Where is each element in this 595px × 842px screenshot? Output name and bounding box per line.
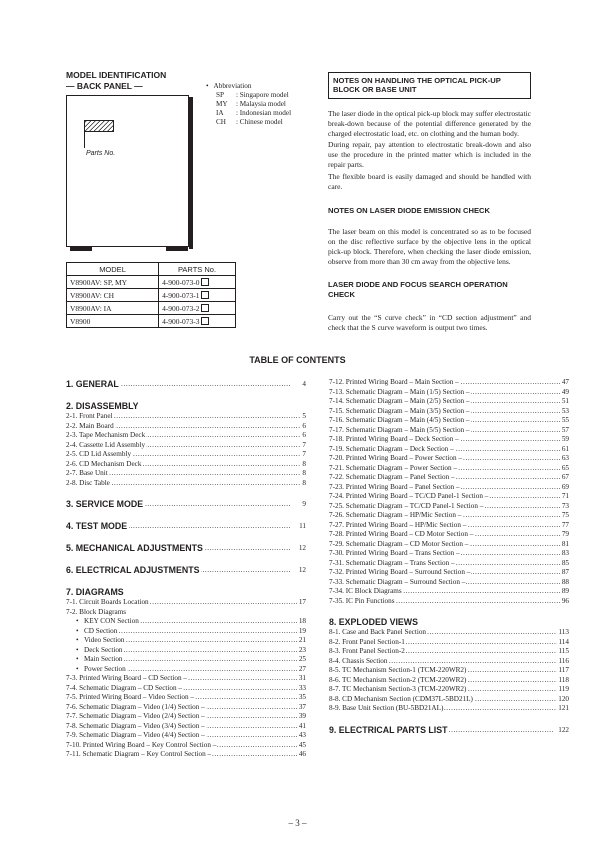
toc-entry-text: 8-5. TC Mechanism Section-1 (TCM-220WR2) — [329, 666, 467, 674]
toc-entry-text: 7-1. Circuit Boards Location — [66, 598, 149, 606]
toc-entry — [66, 617, 306, 627]
toc-entry — [329, 530, 569, 540]
back-panel-illustration — [66, 95, 189, 247]
toc-heading-text: 9. ELECTRICAL PARTS LIST — [329, 724, 448, 735]
table-row — [67, 289, 236, 302]
toc-entry — [329, 473, 569, 483]
toc-entry-text: • KEY CON Section — [66, 617, 140, 625]
toc-entry — [329, 638, 569, 648]
toc-entry-text: 7-34. IC Block Diagrams — [329, 587, 402, 595]
checkbox-square-icon — [201, 304, 209, 312]
abbreviation-item: SP : Singapore model — [216, 91, 289, 99]
toc-entry-text: 7-7. Schematic Diagram – Video (2/4) Section – — [66, 712, 205, 720]
toc-entry — [329, 416, 569, 426]
checkbox-square-icon — [201, 278, 209, 286]
toc-entry-text: 8-4. Chassis Section — [329, 656, 388, 665]
toc-entry-text: 7-28. Printed Wiring Board – CD Motor Section – — [329, 530, 474, 538]
toc-page-number: 8 — [302, 478, 306, 487]
toc-page-number: 120 — [558, 694, 569, 703]
abbreviation-item: CH : Chinese model — [216, 118, 283, 126]
focus-search-heading: LASER DIODE AND FOCUS SEARCH OPERATION CHECK — [328, 280, 508, 299]
toc-page-number: 41 — [298, 721, 306, 730]
toc-entry-text: 7-19. Schematic Diagram – Deck Section – — [329, 444, 454, 453]
toc-spacer — [66, 390, 306, 400]
toc-entry-text: 7-24. Printed Wiring Board – TC/CD Panel-1 Section – — [329, 492, 489, 500]
toc-entry — [329, 628, 569, 638]
toc-page-number: 87 — [561, 568, 569, 576]
table-header-row — [67, 263, 236, 276]
toc-section-heading — [66, 564, 306, 576]
toc-entry — [329, 502, 569, 512]
toc-page-number: 71 — [561, 492, 569, 500]
toc-page-number: 73 — [561, 501, 569, 510]
optical-pickup-notes-heading: NOTES ON HANDLING THE OPTICAL PICK-UP BLOCK OR BASE UNIT — [328, 72, 531, 99]
checkbox-square-icon — [201, 291, 209, 299]
toc-entry — [66, 636, 306, 646]
toc-page-number: 59 — [561, 435, 569, 443]
laser-emission-heading: NOTES ON LASER DIODE EMISSION CHECK — [328, 206, 491, 215]
toc-entry — [329, 578, 569, 588]
model-cell: V8900 — [67, 315, 159, 328]
toc-heading-text: 6. ELECTRICAL ADJUSTMENTS — [66, 565, 200, 575]
toc-page-number: 6 — [302, 431, 306, 439]
toc-entry-text: • Deck Section — [66, 646, 124, 654]
toc-heading-text: 4. TEST MODE — [66, 521, 128, 531]
toc-entry — [329, 521, 569, 531]
toc-page-number: 51 — [561, 397, 569, 405]
toc-page-number: 45 — [298, 740, 306, 749]
toc-spacer — [66, 510, 306, 520]
toc-entry-text: 2-1. Front Panel — [66, 412, 113, 420]
toc-page-number: 17 — [298, 598, 306, 606]
model-cell: V8900AV: CH — [67, 289, 159, 302]
abbreviation-list — [206, 82, 291, 127]
toc-page-number: 115 — [558, 647, 569, 655]
toc-entry — [66, 731, 306, 741]
toc-page-number: 89 — [561, 587, 569, 595]
toc-page-number: 79 — [561, 530, 569, 538]
toc-entry-text: • Main Section — [66, 655, 124, 663]
toc-heading-text: 3. SERVICE MODE — [66, 499, 144, 509]
toc-entry-text: 7-29. Schematic Diagram – CD Motor Section – — [329, 539, 469, 548]
toc-page-number: 117 — [558, 666, 569, 674]
notes-paragraph: Carry out the “S curve check” in “CD section adjustment” and check that the S curve waveform is output two times. — [328, 313, 531, 333]
toc-section-heading — [66, 542, 306, 554]
toc-entry — [66, 450, 306, 460]
toc-entry — [329, 435, 569, 445]
toc-entry — [66, 655, 306, 665]
toc-entry — [329, 597, 569, 607]
toc-page-number: 96 — [561, 596, 569, 605]
toc-entry — [66, 703, 306, 713]
toc-spacer — [66, 488, 306, 498]
back-panel-shadow — [189, 97, 193, 249]
toc-entry-text: 2-5. CD Lid Assembly — [66, 450, 132, 458]
model-identification-title-line1: MODEL IDENTIFICATION — [66, 70, 167, 80]
toc-entry — [66, 646, 306, 656]
toc-page-number: 11 — [299, 522, 306, 530]
toc-section-heading — [66, 378, 306, 390]
parts-label-leader-line — [84, 130, 85, 148]
toc-page-number: 57 — [561, 425, 569, 434]
toc-entry — [329, 483, 569, 493]
page-number: – 3 – — [288, 818, 307, 828]
toc-entry — [329, 568, 569, 578]
toc-entry-text: 8-1. Case and Back Panel Section — [329, 628, 427, 636]
toc-page-number: 4 — [302, 380, 306, 388]
toc-page-number: 119 — [558, 685, 569, 693]
toc-entry-text: 7-9. Schematic Diagram – Video (4/4) Section – — [66, 731, 205, 739]
toc-entry-text: 7-5. Printed Wiring Board – Video Section – — [66, 693, 194, 701]
toc-page-number: 37 — [298, 702, 306, 711]
toc-entry-text: 2-7. Base Unit — [66, 469, 108, 477]
notes-paragraph: The flexible board is easily damaged and should be handled with care. — [328, 172, 531, 192]
toc-page-number: 121 — [558, 704, 569, 712]
toc-page-number: 9 — [302, 500, 306, 508]
model-identification-title-line2: — BACK PANEL — — [66, 80, 143, 91]
toc-entry-text: 7-20. Printed Wiring Board – Power Section – — [329, 454, 462, 462]
toc-entry-text: 7-12. Printed Wiring Board – Main Section – — [329, 378, 459, 386]
toc-section-heading — [66, 498, 306, 510]
toc-entry-text: 7-33. Schematic Diagram – Surround Section – — [329, 577, 466, 586]
toc-right-column — [329, 378, 569, 736]
toc-entry-text: 7-2. Block Diagrams — [66, 608, 306, 618]
toc-entry — [66, 674, 306, 684]
toc-page-number: 65 — [561, 463, 569, 472]
toc-section-heading — [66, 400, 306, 412]
back-panel-foot-left — [70, 247, 92, 251]
toc-entry — [329, 704, 569, 714]
toc-entry-text: 7-4. Schematic Diagram – CD Section – — [66, 683, 182, 692]
toc-title: TABLE OF CONTENTS — [249, 355, 346, 365]
toc-page-number: 88 — [561, 577, 569, 586]
toc-entry — [329, 445, 569, 455]
toc-entry — [329, 657, 569, 667]
parts-label-hatch — [84, 120, 114, 132]
toc-entry — [329, 454, 569, 464]
toc-entry — [66, 460, 306, 470]
toc-heading-text: 8. EXPLODED VIEWS — [329, 617, 418, 627]
toc-page-number: 67 — [561, 473, 569, 481]
toc-page-number: 33 — [298, 683, 306, 692]
toc-entry-text: 2-2. Main Board — [66, 421, 114, 430]
toc-page-number: 7 — [302, 450, 306, 458]
toc-entry-text: 8-6. TC Mechanism Section-2 (TCM-220WR2) — [329, 675, 467, 684]
toc-entry-text: 7-31. Schematic Diagram – Trans Section – — [329, 558, 455, 567]
parts-cell: 4-900-073-0 — [159, 276, 236, 289]
toc-entry — [329, 492, 569, 502]
toc-entry — [329, 511, 569, 521]
toc-page-number: 75 — [561, 511, 569, 519]
toc-entry — [329, 464, 569, 474]
toc-entry — [329, 397, 569, 407]
toc-page-number: 8 — [302, 469, 306, 477]
model-column-header: MODEL — [67, 263, 159, 276]
checkbox-square-icon — [201, 317, 209, 325]
toc-entry-text: • Power Section — [66, 665, 127, 673]
toc-section-heading — [329, 724, 569, 736]
toc-spacer — [66, 554, 306, 564]
toc-entry — [329, 695, 569, 705]
toc-entry — [329, 666, 569, 676]
toc-section-heading — [329, 616, 569, 628]
toc-page-number: 25 — [298, 655, 306, 663]
toc-page-number: 53 — [561, 406, 569, 415]
toc-entry — [66, 693, 306, 703]
toc-entry-text: 7-18. Printed Wiring Board – Deck Section – — [329, 435, 459, 443]
toc-page-number: 69 — [561, 482, 569, 491]
parts-column-header: PARTS No. — [159, 263, 236, 276]
toc-page-number: 113 — [558, 628, 569, 636]
toc-entry-text: 2-8. Disc Table — [66, 478, 110, 487]
notes-paragraph: The laser diode in the optical pick-up block may suffer electrostatic break-down because of the potential difference generated by the charged electrostatic load, etc. on clothing and the human body. — [328, 109, 531, 139]
parts-cell: 4-900-073-2 — [159, 302, 236, 315]
toc-entry-text: 8-7. TC Mechanism Section-3 (TCM-220WR2) — [329, 685, 467, 693]
abbreviation-item: IA : Indonesian model — [216, 109, 292, 117]
back-panel-foot-right — [166, 247, 188, 251]
toc-entry-text: 7-30. Printed Wiring Board – Trans Section – — [329, 549, 460, 557]
toc-entry — [66, 741, 306, 751]
toc-entry — [66, 665, 306, 675]
toc-entry-text: 7-27. Printed Wiring Board – HP/Mic Section – — [329, 520, 467, 529]
toc-entry-text: 7-14. Schematic Diagram – Main (2/5) Section – — [329, 397, 470, 405]
toc-heading-text: 5. MECHANICAL ADJUSTMENTS — [66, 543, 203, 553]
toc-entry-text: 7-17. Schematic Diagram – Main (5/5) Section – — [329, 425, 470, 434]
toc-entry-text: 7-35. IC Pin Functions — [329, 596, 395, 605]
toc-entry-text: 7-10. Printed Wiring Board – Key Control Section – — [66, 740, 217, 749]
table-row — [67, 276, 236, 289]
toc-entry — [66, 479, 306, 489]
toc-entry-text: 7-32. Printed Wiring Board – Surround Section – — [329, 568, 471, 576]
toc-spacer — [66, 576, 306, 586]
toc-page-number: 12 — [298, 544, 306, 552]
parts-cell: 4-900-073-1 — [159, 289, 236, 302]
model-parts-table — [66, 262, 236, 328]
toc-entry — [66, 722, 306, 732]
toc-page-number: 23 — [298, 645, 306, 654]
toc-page-number: 118 — [558, 675, 569, 684]
toc-entry-text: • Video Section — [66, 636, 126, 644]
parts-cell: 4-900-073-3 — [159, 315, 236, 328]
toc-page-number: 81 — [561, 539, 569, 548]
toc-page-number: 12 — [298, 566, 306, 574]
toc-page-number: 8 — [302, 459, 306, 468]
toc-entry-text: 7-6. Schematic Diagram – Video (1/4) Section – — [66, 702, 205, 711]
toc-entry — [329, 426, 569, 436]
toc-page-number: 35 — [298, 693, 306, 701]
toc-entry-text: 2-6. CD Mechanism Deck — [66, 459, 142, 468]
notes-paragraph: The laser beam on this model is concentrated so as to be focused on the disc reflective surface by the objective lens in the optical pick-up block. Therefore, when checking the laser diode emission, observe from more than 30 cm away from the objective lens. — [328, 227, 531, 267]
model-cell: V8900AV: SP, MY — [67, 276, 159, 289]
toc-page-number: 83 — [561, 549, 569, 557]
toc-page-number: 7 — [302, 440, 306, 449]
toc-entry — [329, 540, 569, 550]
toc-page-number: 6 — [302, 421, 306, 430]
toc-page-number: 31 — [298, 674, 306, 682]
toc-entry-text: 8-9. Base Unit Section (BU-5BD21AL) — [329, 704, 444, 712]
table-row — [67, 302, 236, 315]
toc-entry — [329, 388, 569, 398]
toc-entry — [329, 378, 569, 388]
toc-entry-text: 7-25. Schematic Diagram – TC/CD Panel-1 Section – — [329, 501, 484, 510]
toc-heading-text: 1. GENERAL — [66, 379, 119, 389]
toc-page-number: 63 — [561, 454, 569, 462]
toc-page-number: 5 — [302, 412, 306, 420]
toc-entry — [66, 608, 306, 618]
toc-entry — [66, 627, 306, 637]
toc-page-number: 39 — [298, 712, 306, 720]
toc-entry-text: 7-3. Printed Wiring Board – CD Section – — [66, 674, 187, 682]
toc-page-number: 55 — [561, 416, 569, 424]
toc-entry-text: 2-4. Cassette Lid Assembly — [66, 440, 146, 449]
toc-entry-text: • CD Section — [66, 627, 118, 635]
toc-entry — [66, 412, 306, 422]
toc-page-number: 122 — [558, 725, 569, 734]
toc-entry-text: 8-8. CD Mechanism Section (CDM37L-5BD21L) — [329, 694, 473, 703]
toc-entry — [66, 684, 306, 694]
toc-entry — [329, 549, 569, 559]
toc-page-number: 18 — [298, 617, 306, 625]
abbreviation-heading: • Abbreviation — [206, 82, 291, 91]
toc-section-heading — [66, 586, 306, 598]
toc-page-number: 114 — [558, 637, 569, 646]
parts-no-label: Parts No. — [86, 150, 116, 157]
toc-page-number: 47 — [561, 378, 569, 386]
toc-spacer — [329, 714, 569, 724]
toc-entry — [329, 559, 569, 569]
toc-page-number: 43 — [298, 731, 306, 739]
abbreviation-item: MY : Malaysia model — [216, 100, 286, 108]
toc-spacer — [329, 606, 569, 616]
toc-entry — [66, 469, 306, 479]
toc-entry-text: 7-11. Schematic Diagram – Key Control Section – — [66, 750, 212, 758]
notes-paragraph: During repair, pay attention to electrostatic break-down and also use the procedure in the printed matter which is included in the repair parts. — [328, 140, 531, 170]
toc-entry — [329, 407, 569, 417]
toc-entry — [66, 422, 306, 432]
toc-page-number: 77 — [561, 520, 569, 529]
toc-page-number: 27 — [298, 664, 306, 673]
model-cell: V8900AV: IA — [67, 302, 159, 315]
toc-entry-text: 7-21. Schematic Diagram – Power Section – — [329, 463, 457, 472]
toc-entry — [329, 685, 569, 695]
toc-entry — [329, 587, 569, 597]
toc-entry-text: 7-16. Schematic Diagram – Main (4/5) Section – — [329, 416, 470, 424]
toc-entry-text: 8-3. Front Panel Section-2 — [329, 647, 405, 655]
toc-heading-text: 7. DIAGRAMS — [66, 587, 124, 597]
toc-page-number: 49 — [561, 387, 569, 396]
toc-entry — [66, 712, 306, 722]
toc-section-heading — [66, 520, 306, 532]
toc-entry — [66, 431, 306, 441]
toc-page-number: 46 — [298, 750, 306, 758]
toc-spacer — [66, 532, 306, 542]
toc-entry — [66, 441, 306, 451]
toc-left-column — [66, 378, 306, 760]
toc-page-number: 61 — [561, 444, 569, 453]
toc-entry-text: 7-22. Schematic Diagram – Panel Section – — [329, 473, 455, 481]
toc-page-number: 19 — [298, 626, 306, 635]
toc-page-number: 116 — [558, 656, 569, 665]
toc-entry — [66, 598, 306, 608]
table-row — [67, 315, 236, 328]
toc-entry-text: 7-8. Schematic Diagram – Video (3/4) Section – — [66, 721, 205, 730]
toc-entry — [329, 676, 569, 686]
toc-entry-text: 7-13. Schematic Diagram – Main (1/5) Section – — [329, 387, 470, 396]
toc-entry-text: 8-2. Front Panel Section-1 — [329, 637, 405, 646]
toc-entry-text: 7-23. Printed Wiring Board – Panel Section – — [329, 482, 460, 491]
toc-entry — [329, 647, 569, 657]
toc-entry-text: 7-26. Schematic Diagram – HP/Mic Section – — [329, 511, 462, 519]
model-identification-title — [66, 70, 166, 91]
toc-heading-text: 2. DISASSEMBLY — [66, 401, 139, 411]
toc-entry-text: 2-3. Tape Mechanism Deck — [66, 431, 146, 439]
toc-page-number: 85 — [561, 558, 569, 567]
toc-page-number: 21 — [298, 636, 306, 644]
toc-entry — [66, 750, 306, 760]
toc-entry-text: 7-15. Schematic Diagram – Main (3/5) Section – — [329, 406, 470, 415]
